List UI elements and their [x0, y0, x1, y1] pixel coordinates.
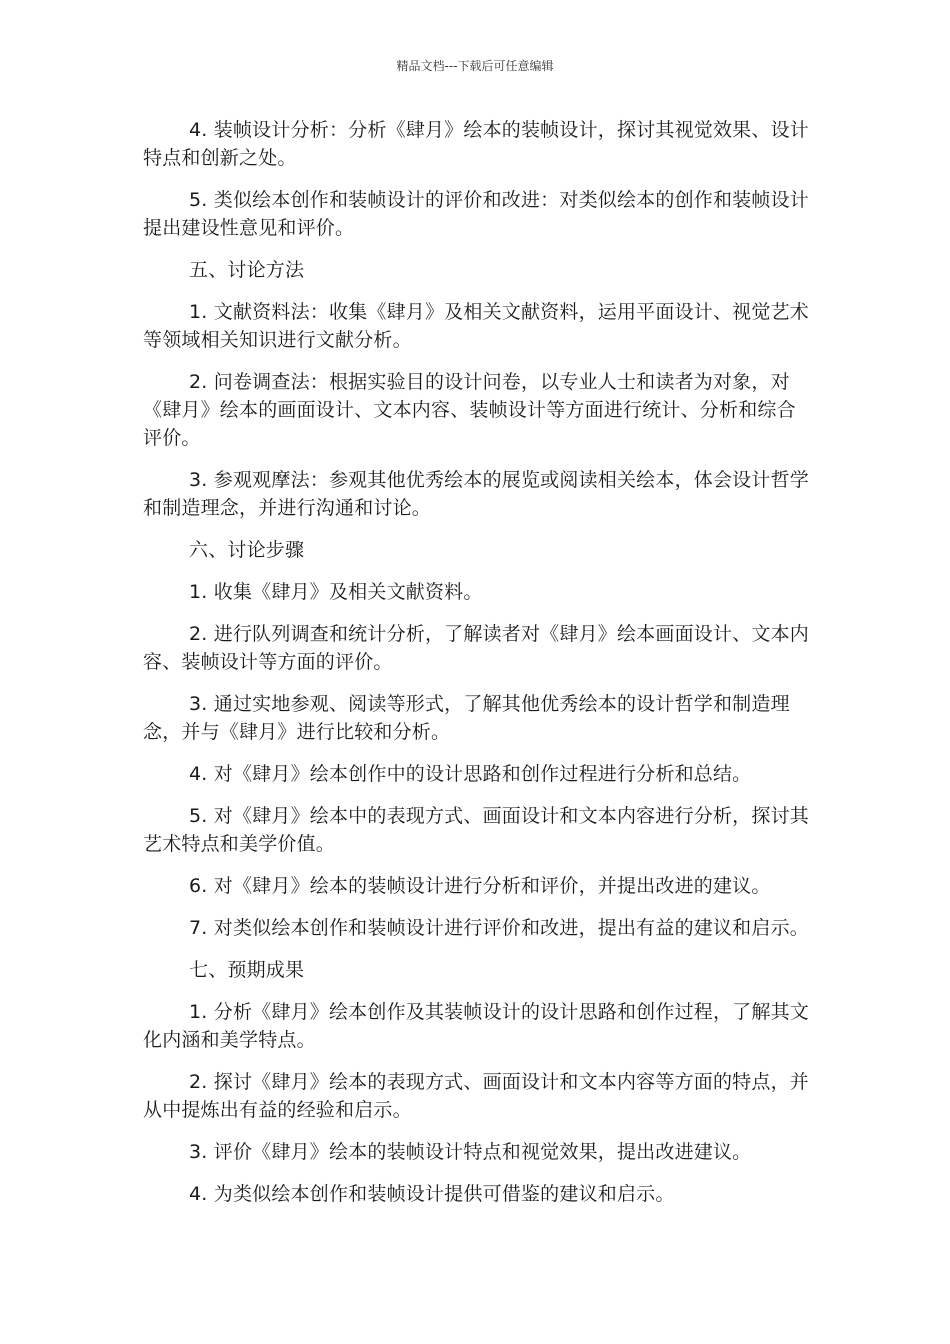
paragraph-step-5: 5. 对《肆月》绘本中的表现方式、画面设计和文本内容进行分析，探讨其艺术特点和美学价值。 — [143, 805, 809, 855]
paragraph-step-3: 3. 通过实地参观、阅读等形式，了解其他优秀绘本的设计哲学和制造理念，并与《肆月》进行比较和分析。 — [143, 693, 790, 743]
paragraph-method-observation: 3. 参观观摩法：参观其他优秀绘本的展览或阅读相关绘本，体会设计哲学和制造理念，并进行沟通和讨论。 — [143, 469, 809, 519]
paragraph-outcome-4: 4. 为类似绘本创作和装帧设计提供可借鉴的建议和启示。 — [189, 1183, 675, 1205]
paragraph-step-7: 7. 对类似绘本创作和装帧设计进行评价和改进，提出有益的建议和启示。 — [189, 917, 809, 939]
paragraph-method-literature: 1. 文献资料法：收集《肆月》及相关文献资料，运用平面设计、视觉艺术等领域相关知识进行文献分析。 — [143, 301, 809, 351]
paragraph-outcome-2: 2. 探讨《肆月》绘本的表现方式、画面设计和文本内容等方面的特点，并从中提炼出有益的经验和启示。 — [143, 1071, 809, 1121]
section-heading-methods: 五、讨论方法 — [189, 259, 305, 281]
paragraph-step-2: 2. 进行队列调查和统计分析，了解读者对《肆月》绘本画面设计、文本内容、装帧设计等方面的评价。 — [143, 623, 809, 673]
paragraph-step-4: 4. 对《肆月》绘本创作中的设计思路和创作过程进行分析和总结。 — [189, 763, 752, 785]
paragraph-similar-evaluation: 5. 类似绘本创作和装帧设计的评价和改进：对类似绘本的创作和装帧设计提出建设性意见和评价。 — [143, 189, 809, 239]
paragraph-method-questionnaire: 2. 问卷调查法：根据实验目的设计问卷，以专业人士和读者为对象，对《肆月》绘本的画面设计、文本内容、装帧设计等方面进行统计、分析和综合评价。 — [143, 371, 796, 449]
paragraph-outcome-1: 1. 分析《肆月》绘本创作及其装帧设计的设计思路和创作过程，了解其文化内涵和美学特点。 — [143, 1001, 809, 1051]
paragraph-outcome-3: 3. 评价《肆月》绘本的装帧设计特点和视觉效果，提出改进建议。 — [189, 1141, 752, 1163]
paragraph-step-6: 6. 对《肆月》绘本的装帧设计进行分析和评价，并提出改进的建议。 — [189, 875, 771, 897]
section-heading-outcomes: 七、预期成果 — [189, 959, 305, 981]
section-heading-steps: 六、讨论步骤 — [189, 539, 305, 561]
paragraph-step-1: 1. 收集《肆月》及相关文献资料。 — [189, 581, 483, 603]
document-body — [143, 116, 811, 1222]
paragraph-design-analysis: 4. 装帧设计分析：分析《肆月》绘本的装帧设计，探讨其视觉效果、设计特点和创新之处。 — [143, 119, 809, 169]
page-header: 精品文档---下载后可任意编辑 — [396, 59, 554, 73]
